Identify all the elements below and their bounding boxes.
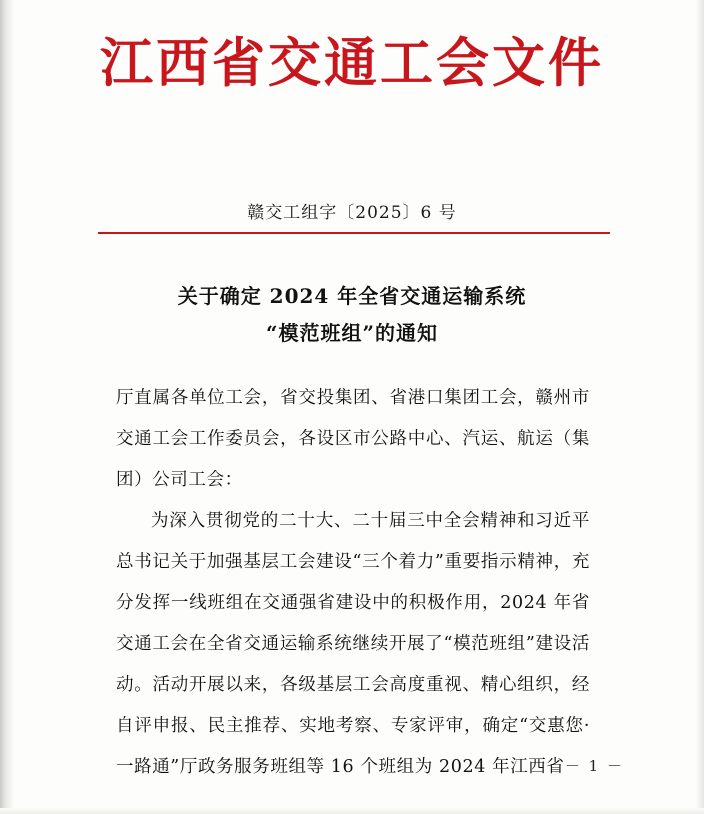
- salutation-paragraph: 厅直属各单位工会，省交投集团、省港口集团工会，赣州市交通工会工作委员会，各设区市公路中心、汽运、航运（集团）公司工会：: [116, 388, 590, 490]
- document-number: 赣交工组字〔2025〕6 号: [247, 203, 457, 223]
- page-title: [0, 278, 704, 352]
- red-horizontal-rule: [98, 232, 610, 234]
- page-number: － 1 －: [564, 757, 624, 775]
- body-paragraph-1: 为深入贯彻党的二十大、二十届三中全会精神和习近平总书记关于加强基层工会建设“三个着力”重要指示精神，充分发挥一线班组在交通强省建设中的积极作用，2024 年省交通工会在全省交通运输系统继续开展了“模范班组”建设活动。活动开展以来，各级基层工会高度重视、精心组织，经自评申报、民主推荐、实地考察、专家评审，确定“交惠您·一路通”厅政务服务班组等 16 个班组为 2024 年江西省: [116, 511, 590, 777]
- document-masthead-title: 江西省交通工会文件: [100, 32, 604, 94]
- page-right-edge-shadow: [696, 0, 704, 814]
- page-bottom-edge-shadow: [0, 808, 704, 814]
- page-title-line-2: “模范班组”的通知: [265, 321, 438, 345]
- document-body: [116, 378, 590, 788]
- page-left-edge-shadow: [0, 0, 14, 814]
- page-title-line-1: 关于确定 2024 年全省交通运输系统: [177, 284, 527, 308]
